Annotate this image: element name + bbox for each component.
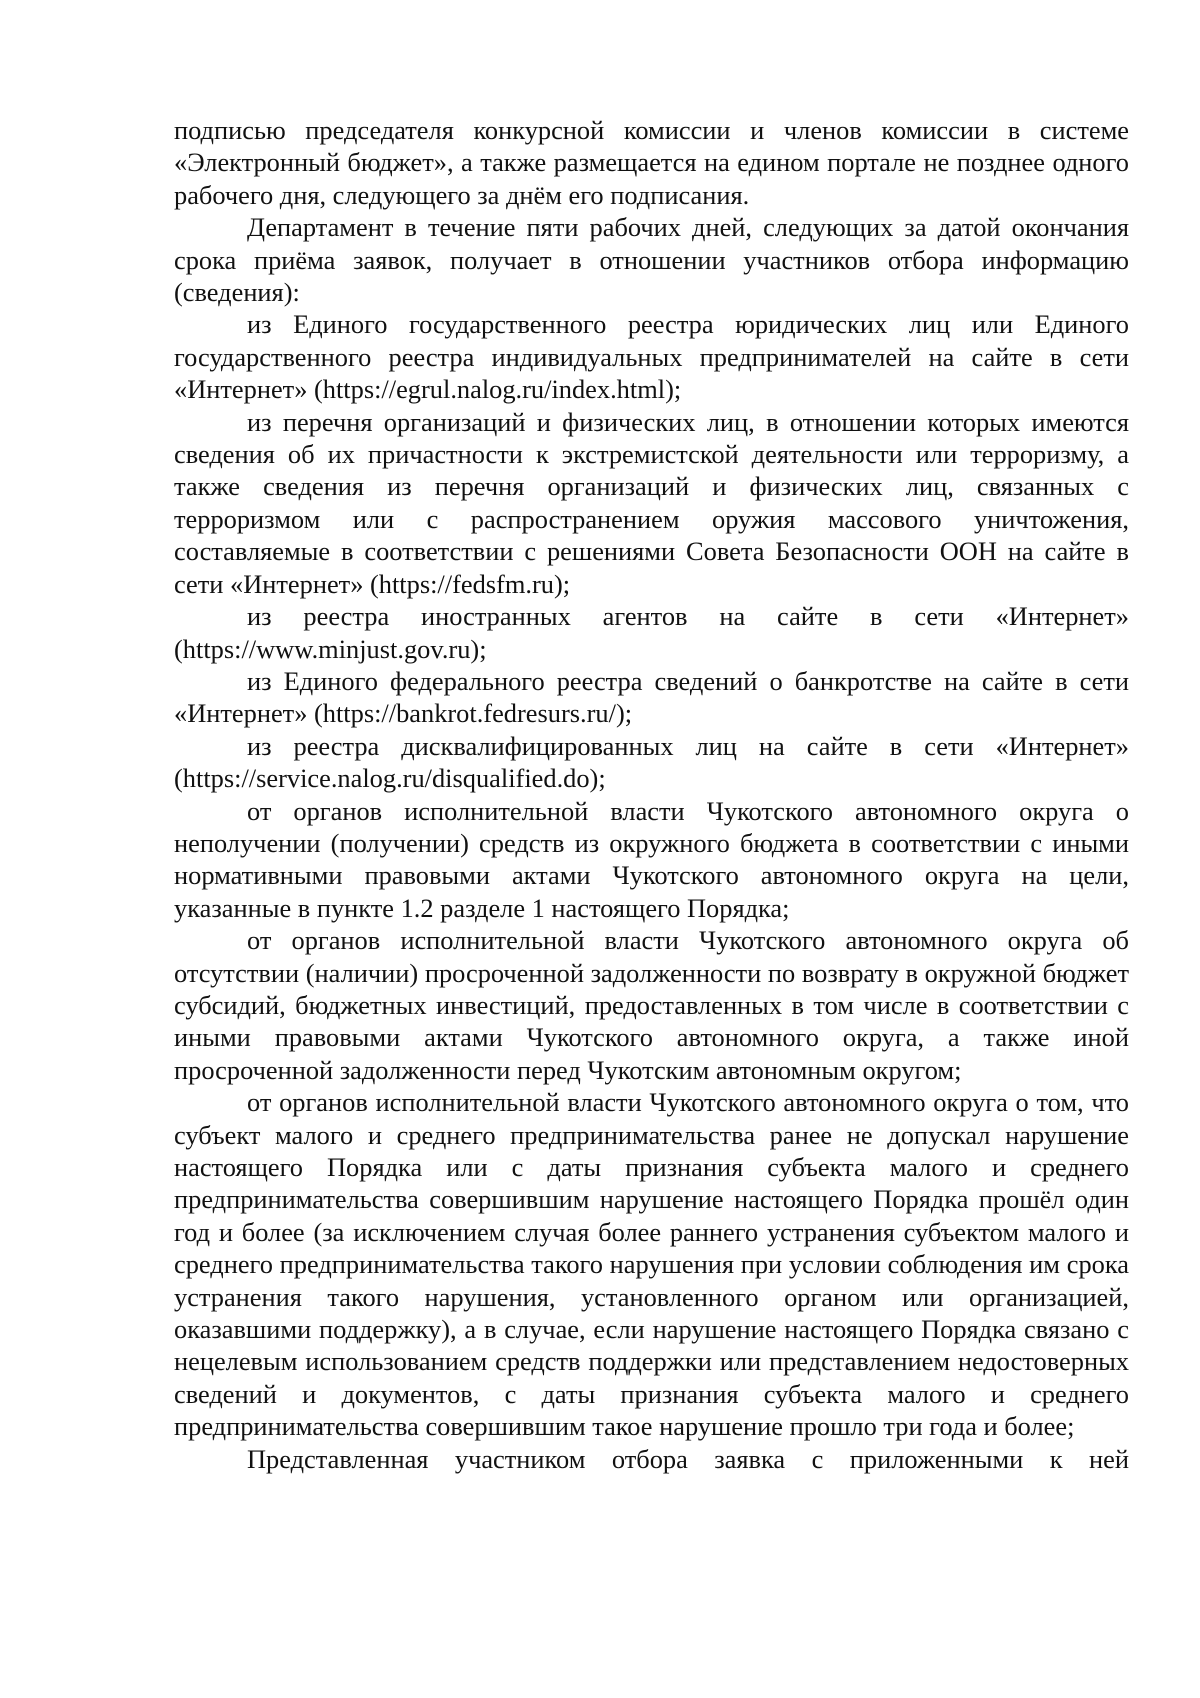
paragraph-egrul-source: из Единого государственного реестра юридических лиц или Единого государственного реестра индивидуальных предпринимателей на сайте в сети «Интернет» (https://egrul.nalog.ru/index.html); — [174, 309, 1129, 405]
paragraph-department-request: Департамент в течение пяти рабочих дней, следующих за датой окончания срока приёма заявок, получает в отношении участников отбора информацию (сведения): — [174, 212, 1129, 308]
paragraph-bankruptcy-source: из Единого федерального реестра сведений о банкротстве на сайте в сети «Интернет» (https://bankrot.fedresurs.ru/); — [174, 665, 1129, 729]
paragraph-application-continuation: Представленная участником отбора заявка с приложенными к ней — [247, 1443, 1129, 1474]
document-body — [174, 114, 1129, 1475]
paragraph-funds-receipt-source: от органов исполнительной власти Чукотского автономного округа о неполучении (получении) средств из окружного бюджета в соответствии с иными нормативными правовыми актами Чукотского автономного округа на цели, указанные в пункте 1.2 разделе 1 настоящего Порядка; — [174, 795, 1129, 923]
paragraph-foreign-agents-source: из реестра иностранных агентов на сайте в сети «Интернет» (https://www.minjust.gov.ru); — [174, 601, 1129, 664]
paragraph-violation-source: от органов исполнительной власти Чукотского автономного округа о том, что субъект малого и среднего предпринимательства ранее не допускал нарушение настоящего Порядка или с даты признания субъекта малого и среднего предпринимательства совершившим нарушение настоящего Порядка прошёл один год и более (за исключением случая более раннего устранения субъектом малого и среднего предпринимательства такого нарушения при условии соблюдения им срока устранения такого нарушения, установленного органом или организацией, оказавшими поддержку), а в случае, если нарушение настоящего Порядка связано с нецелевым использованием средств поддержки или представлением недостоверных сведений и документов, с даты признания субъекта малого и среднего предпринимательства совершившим такое нарушение прошло три года и более; — [174, 1087, 1129, 1442]
paragraph-extremism-list-source: из перечня организаций и физических лиц, в отношении которых имеются сведения об их причастности к экстремистской деятельности или терроризму, а также сведения из перечня организаций и физических лиц, связанных с терроризмом или с распространением оружия массового уничтожения, составляемые в соответствии с решениями Совета Безопасности ООН на сайте в сети «Интернет» (https://fedsfm.ru); — [174, 406, 1129, 599]
paragraph-signature-continuation: подписью председателя конкурсной комиссии и членов комиссии в системе «Электронный бюджет», а также размещается на едином портале не позднее одного рабочего дня, следующего за днём его подписания. — [174, 115, 1129, 210]
paragraph-debt-source: от органов исполнительной власти Чукотского автономного округа об отсутствии (наличии) просроченной задолженности по возврату в окружной бюджет субсидий, бюджетных инвестиций, предоставленных в том числе в соответствии с иными правовыми актами Чукотского автономного округа, а также иной просроченной задолженности перед Чукотским автономным округом; — [174, 925, 1129, 1085]
paragraph-disqualified-source: из реестра дисквалифицированных лиц на сайте в сети «Интернет» (https://service.nalog.ru/disqualified.do); — [174, 730, 1129, 794]
